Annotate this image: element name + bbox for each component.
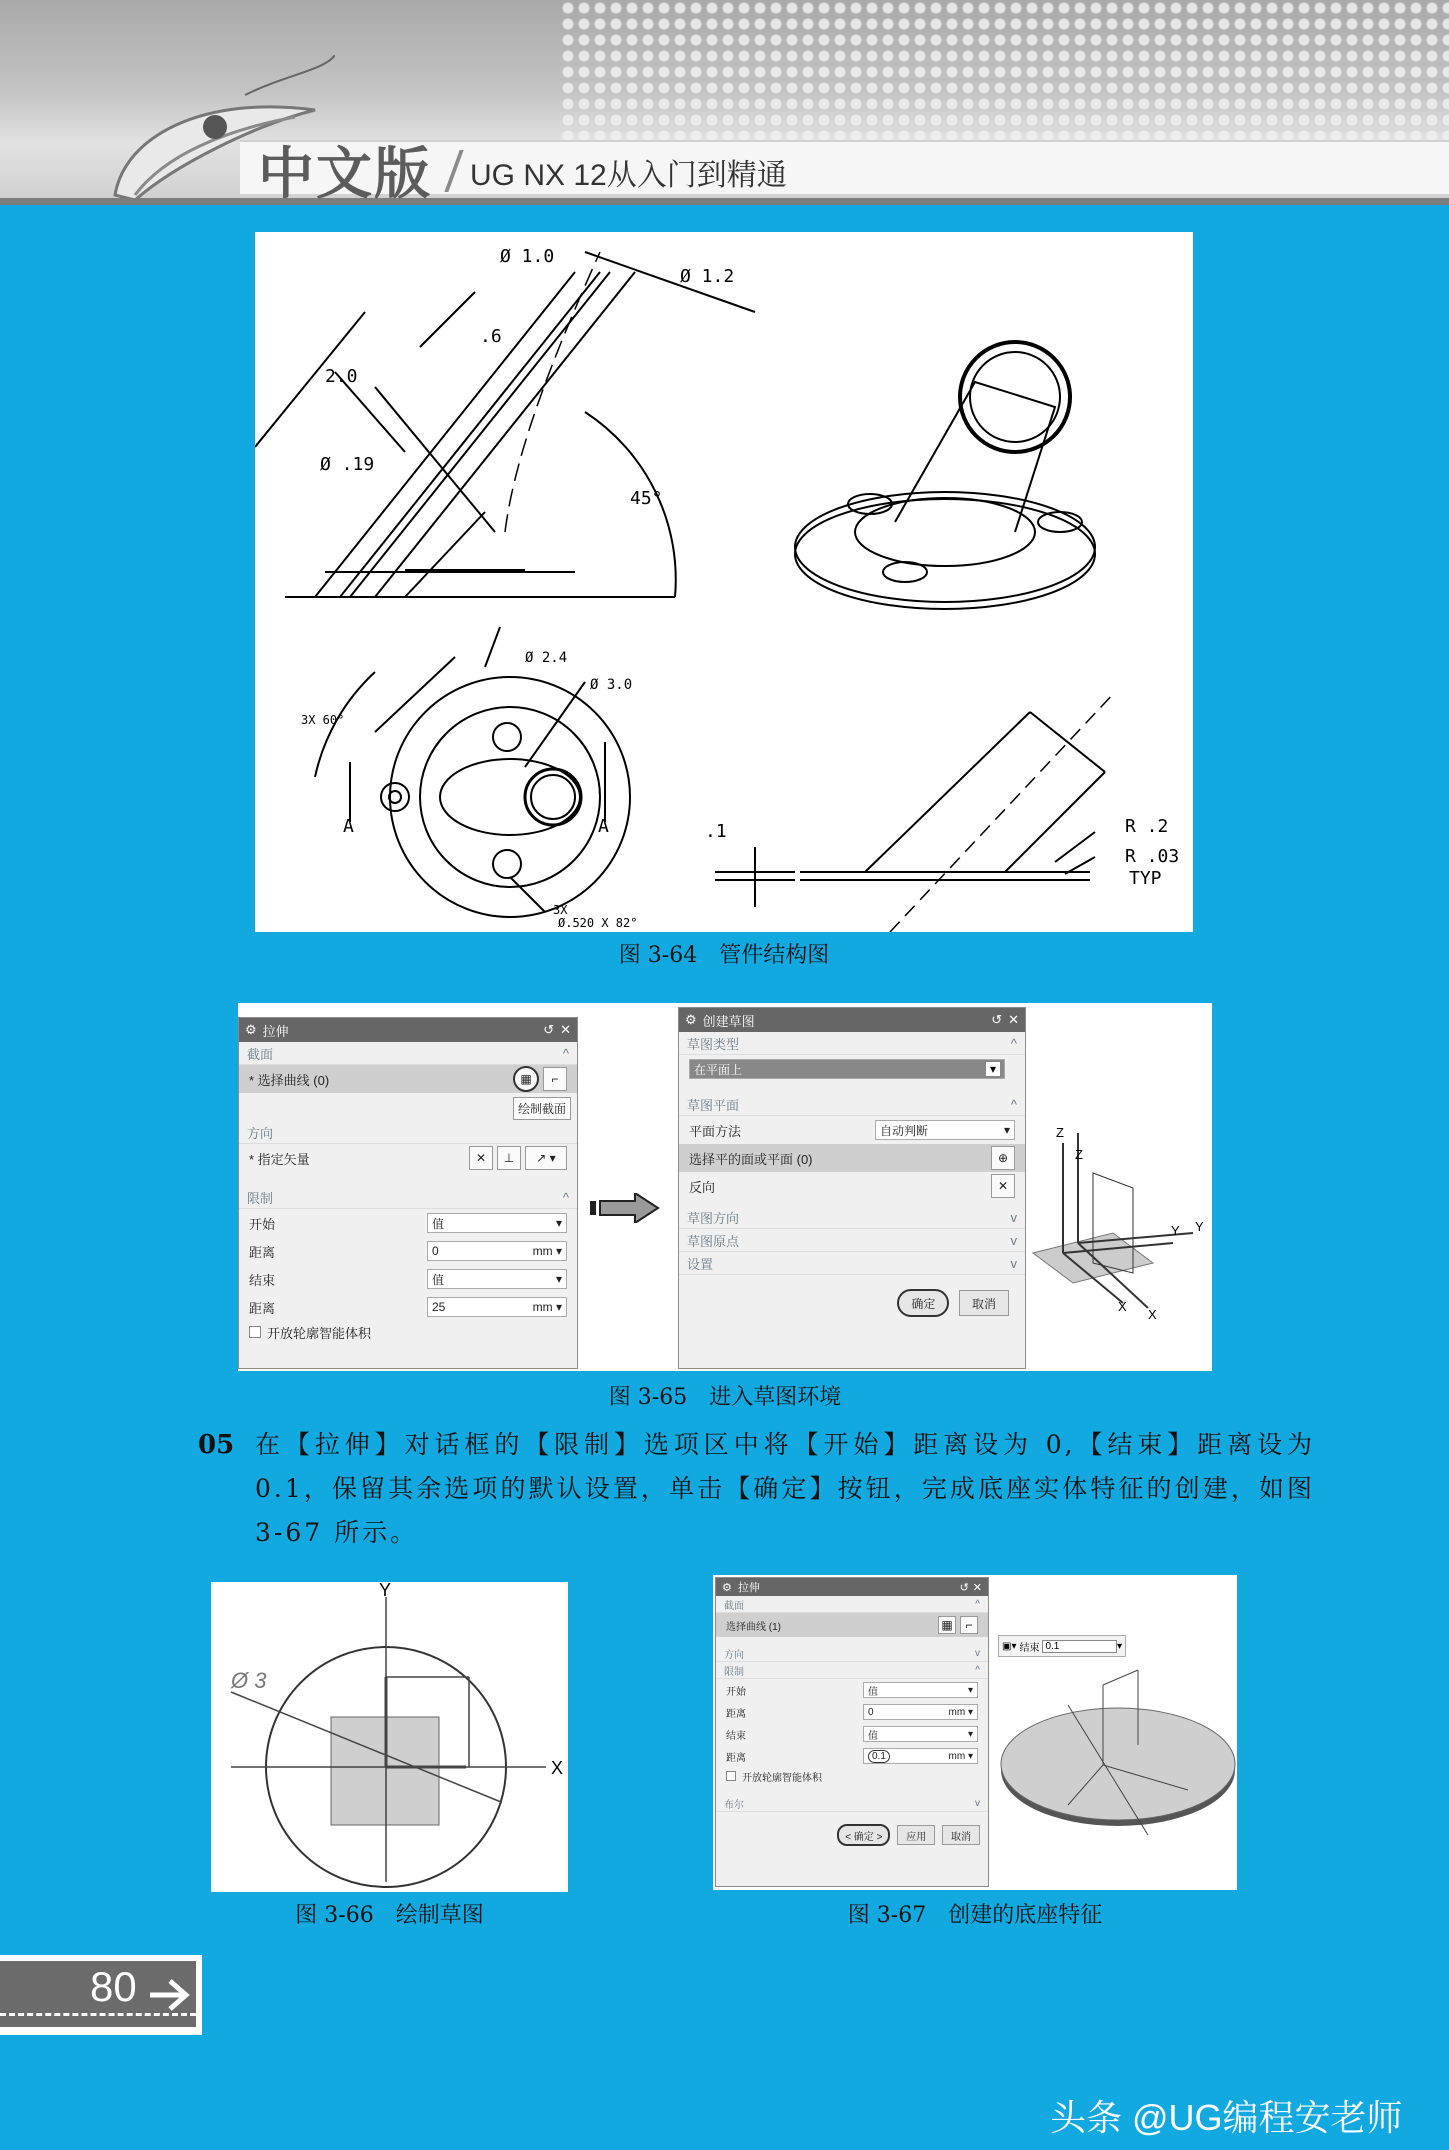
csys-triad [1023, 1103, 1213, 1333]
sec-a-left: A [343, 816, 354, 837]
close-icon[interactable]: ✕ [1008, 1012, 1019, 1027]
figure-3-65 [238, 1003, 1212, 1371]
dim-r03: R .03 [1125, 846, 1180, 867]
axis-y1: Y [1171, 1223, 1180, 1238]
fig65-caption: 图 3-65 进入草图环境 [608, 1385, 842, 1410]
checkbox[interactable] [249, 1326, 261, 1338]
chevron-up-icon: ^ [975, 1598, 980, 1610]
start2-label: 开始 [726, 1686, 746, 1698]
cube-icon: ▣▾ [1002, 1640, 1017, 1652]
sketch-title: 创建草图 [702, 1013, 755, 1029]
distance-input[interactable]: 0 mm ▾ [427, 1241, 567, 1261]
sketch-origin-label: 草图原点 [687, 1233, 740, 1249]
start2-value: 值 [868, 1686, 878, 1698]
section-header[interactable] [239, 1042, 577, 1065]
checkbox[interactable] [726, 1771, 736, 1781]
axis-z2: Z [1075, 1147, 1083, 1162]
start-label: 开始 [249, 1216, 276, 1232]
extrude-dialog-2 [715, 1577, 989, 1887]
chevron-up-icon: ^ [1010, 1035, 1017, 1051]
dim-r2: R .2 [1125, 816, 1169, 837]
figure-3-64 [255, 232, 1193, 932]
axis-icon[interactable]: ⊥ [497, 1146, 521, 1170]
chevron-down-icon: v [975, 1647, 980, 1659]
sketch-section-icon[interactable]: ▦ [513, 1066, 539, 1092]
end-value: 值 [432, 1272, 445, 1287]
dim-d10: Ø 1.0 [500, 246, 555, 267]
end2-value: 值 [868, 1730, 878, 1742]
bool-header[interactable] [716, 1795, 988, 1812]
sketch-orient-label: 草图方向 [687, 1210, 740, 1226]
distance3-input[interactable]: 0 mm ▾ [863, 1704, 978, 1720]
dim-len20: 2.0 [325, 366, 358, 387]
distance3-label: 距离 [726, 1708, 746, 1720]
limits2-label: 限制 [724, 1666, 744, 1678]
plane-method-select[interactable]: 自动判断 ▾ [875, 1120, 1015, 1140]
direction-header[interactable] [239, 1121, 577, 1144]
fig67-caption: 图 3-67 创建的底座特征 [847, 1903, 1103, 1928]
sketch-type-row [679, 1055, 1025, 1083]
header-rule [0, 198, 1449, 205]
end-popup-input[interactable]: 0.1 [1042, 1640, 1117, 1653]
brand-title: 中文版 [258, 141, 432, 205]
dashed-line [0, 2013, 196, 2016]
vector-row[interactable] [239, 1144, 577, 1172]
reverse-icon[interactable]: ✕ [469, 1146, 493, 1170]
limits-label: 限制 [247, 1190, 274, 1206]
dim-d019: Ø .19 [320, 454, 375, 475]
dim-p6: .6 [480, 326, 502, 347]
distance4-row [716, 1745, 988, 1767]
sketch-titlebar [679, 1008, 1025, 1032]
open-profile-row[interactable] [239, 1321, 577, 1343]
axis-y: Y [379, 1582, 392, 1600]
ok-button[interactable]: < 确定 > [837, 1824, 890, 1846]
distance-row [239, 1237, 577, 1265]
close-icon[interactable]: ✕ [972, 1581, 982, 1594]
axis-y2: Y [1195, 1219, 1204, 1234]
distance-value: 0 [432, 1244, 439, 1258]
end-distance-popup [998, 1635, 1126, 1657]
vector-label: * 指定矢量 [249, 1151, 310, 1167]
chevron-up-icon: ^ [1010, 1096, 1017, 1112]
limits-header[interactable] [239, 1186, 577, 1209]
section2-label: 截面 [724, 1600, 744, 1612]
reverse-label: 反向 [689, 1179, 716, 1195]
section-label: 截面 [247, 1046, 274, 1062]
fig64-caption: 图 3-64 管件结构图 [618, 943, 830, 968]
start2-select[interactable]: 值 ▾ [863, 1682, 978, 1698]
distance3-value: 0 [868, 1706, 874, 1718]
distance4-input[interactable]: 0.1 mm ▾ [863, 1748, 978, 1764]
cancel-button[interactable]: 取消 [959, 1290, 1009, 1316]
reset-icon[interactable]: ↺ [959, 1581, 969, 1594]
dim-typ: TYP [1129, 868, 1162, 889]
chevron-up-icon: ^ [975, 1664, 980, 1676]
end2-select[interactable]: 值 ▾ [863, 1726, 978, 1742]
select-curve-row[interactable] [239, 1065, 577, 1093]
distance-label: 距离 [249, 1244, 276, 1260]
dim-hole: Ø.520 X 82° [558, 916, 638, 930]
sketch-type-select[interactable]: 在平面上 ▾ [689, 1059, 1005, 1079]
dim-d12: Ø 1.2 [680, 266, 735, 287]
page-header [0, 0, 1449, 205]
distance2-row [239, 1293, 577, 1321]
direction-label: 方向 [247, 1125, 274, 1141]
distance2-label: 距离 [249, 1300, 276, 1316]
axis-x1: X [1118, 1299, 1127, 1314]
cancel-button[interactable]: 取消 [942, 1825, 980, 1845]
crosshair-icon[interactable]: ⊕ [991, 1146, 1015, 1170]
extrude2-buttons [716, 1812, 988, 1846]
sketch-type-header[interactable] [679, 1032, 1025, 1055]
plane-method-label: 平面方法 [689, 1123, 742, 1139]
select-curve2-label: 选择曲线 (1) [726, 1621, 781, 1633]
dim-hole-3x: 3X [553, 903, 568, 917]
tooltip-row [239, 1093, 577, 1121]
tooltip: 绘制截面 [513, 1097, 571, 1120]
sec-a-right: A [598, 816, 609, 837]
reverse-row [679, 1172, 1025, 1200]
sketch-drawing [211, 1582, 568, 1892]
end-select[interactable]: 值 ▾ [427, 1269, 567, 1289]
create-sketch-dialog [678, 1007, 1026, 1369]
plane-method-row [679, 1116, 1025, 1144]
extrude2-title: 拉伸 [737, 1582, 760, 1594]
axis-z1: Z [1056, 1125, 1064, 1140]
page-number-tab [0, 1955, 202, 2035]
vector-dropdown-icon[interactable]: ↗ ▾ [525, 1146, 567, 1170]
sketch-type-value: 在平面上 [694, 1062, 743, 1077]
unit4: mm [948, 1750, 966, 1762]
start-value: 值 [432, 1216, 445, 1231]
watermark: 头条 @UG编程安老师 [1050, 2097, 1403, 2138]
chevron-up-icon: ^ [562, 1189, 569, 1205]
extrude-title: 拉伸 [262, 1023, 289, 1039]
header-dot-pattern [560, 0, 1449, 150]
sketch-orient-header[interactable] [679, 1206, 1025, 1229]
open-profile-label: 开放轮廓智能体积 [267, 1325, 372, 1341]
section2-header[interactable] [716, 1596, 988, 1613]
figure-3-67 [713, 1575, 1237, 1890]
gear-icon[interactable]: ⚙ [245, 1022, 257, 1037]
arrow-right-icon [590, 1193, 660, 1223]
curve-icon[interactable]: ⌐ [543, 1067, 567, 1091]
gear-icon[interactable]: ⚙ [722, 1581, 732, 1594]
sketch-origin-header[interactable] [679, 1229, 1025, 1252]
open-profile2-label: 开放轮廓智能体积 [742, 1772, 822, 1784]
distance3-row [716, 1701, 988, 1723]
dim-d24: Ø 2.4 [525, 650, 568, 666]
select-plane-label: 选择平的面或平面 (0) [689, 1151, 813, 1167]
start-row [239, 1209, 577, 1237]
unit3: mm [948, 1706, 966, 1718]
step-number: 05 [198, 1430, 235, 1460]
extrude-titlebar [239, 1018, 577, 1042]
select-curve2-row[interactable] [716, 1613, 988, 1637]
select-curve-label: * 选择曲线 (0) [249, 1072, 330, 1088]
distance2-value: 25 [432, 1300, 446, 1314]
dim-d30: Ø 3.0 [590, 677, 633, 693]
chevron-down-icon: v [975, 1797, 980, 1809]
chevron-down-icon: v [1010, 1255, 1017, 1271]
chevron-up-icon: ^ [562, 1045, 569, 1061]
book-title: UG NX 12从入门到精通 [470, 159, 787, 192]
end-row [239, 1265, 577, 1293]
step-text: 在【拉伸】对话框的【限制】选项区中将【开始】距离设为 0,【结束】距离设为 0.1，保留其余选项的默认设置，单击【确定】按钮，完成底座实体特征的创建，如图 3-67 所示。 [255, 1430, 1315, 1547]
reset-icon[interactable]: ↺ [991, 1012, 1003, 1027]
gear-icon[interactable]: ⚙ [685, 1012, 697, 1027]
open-profile2-row[interactable] [716, 1767, 988, 1785]
extrude-dialog [238, 1017, 578, 1369]
chevron-down-icon: v [1010, 1209, 1017, 1225]
settings-header[interactable] [679, 1252, 1025, 1275]
unit: mm [532, 1244, 553, 1258]
reset-icon[interactable]: ↺ [543, 1022, 555, 1037]
direction2-label: 方向 [724, 1649, 744, 1661]
axis-x: X [551, 1758, 564, 1778]
plane-method-value: 自动判断 [880, 1123, 929, 1138]
start-select[interactable]: 值 ▾ [427, 1213, 567, 1233]
diameter-label: Ø 3 [231, 1668, 267, 1693]
dim-t1: .1 [705, 821, 727, 842]
ok-button[interactable]: 确定 [897, 1289, 949, 1317]
unit2: mm [532, 1300, 553, 1314]
fig66-caption: 图 3-66 绘制草图 [295, 1903, 484, 1928]
limits2-header[interactable] [716, 1662, 988, 1679]
end-label: 结束 [249, 1272, 276, 1288]
sketch-section-icon[interactable]: ▦ [938, 1616, 956, 1634]
apply-button[interactable]: 应用 [897, 1825, 935, 1845]
curve-icon[interactable]: ⌐ [960, 1616, 978, 1634]
pipe-drawing [255, 232, 1193, 932]
distance4-value: 0.1 [868, 1750, 890, 1763]
direction2-header[interactable] [716, 1645, 988, 1662]
arrow-right-icon [148, 1977, 192, 2013]
extrude2-titlebar [716, 1578, 988, 1596]
reverse-icon[interactable]: ✕ [991, 1174, 1015, 1198]
sketch-plane-header[interactable] [679, 1093, 1025, 1116]
select-plane-row[interactable] [679, 1144, 1025, 1172]
figure-3-66 [211, 1582, 568, 1892]
bool-label: 布尔 [724, 1799, 744, 1811]
end2-label: 结束 [726, 1730, 746, 1742]
sketch-type-label: 草图类型 [687, 1036, 740, 1052]
end2-row [716, 1723, 988, 1745]
page-number: 80 [90, 1963, 137, 2010]
end-popup-label: 结束 [1019, 1642, 1040, 1654]
dim-ang60: 3X 60° [301, 713, 345, 727]
settings-label: 设置 [687, 1256, 714, 1272]
start2-row [716, 1679, 988, 1701]
sketch-buttons [679, 1275, 1025, 1317]
chevron-down-icon: v [1010, 1232, 1017, 1248]
dim-ang45: 45° [630, 488, 663, 509]
close-icon[interactable]: ✕ [560, 1022, 571, 1037]
chevron-down-icon[interactable]: ▾ [1116, 1640, 1122, 1652]
distance2-input[interactable]: 25 mm ▾ [427, 1297, 567, 1317]
sketch-plane-label: 草图平面 [687, 1097, 740, 1113]
distance4-label: 距离 [726, 1752, 746, 1764]
axis-x2: X [1148, 1307, 1157, 1322]
